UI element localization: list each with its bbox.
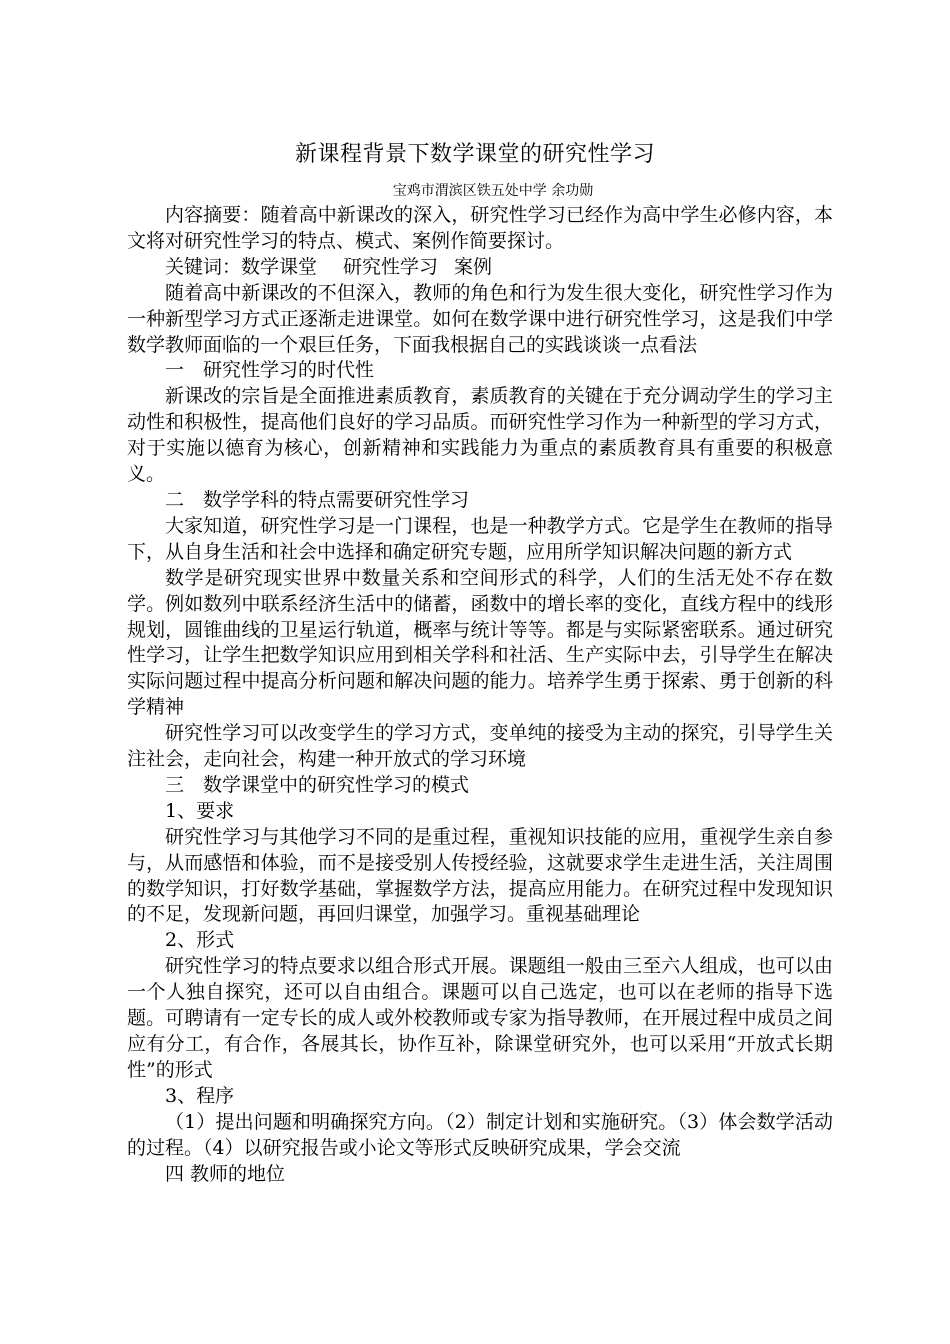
subsection-heading: 3、程序 [165, 1084, 235, 1107]
body-paragraph: 研究性学习与其他学习不同的是重过程，重视知识技能的应用，重视学生亲自参与，从而感悟和体验，而不是接受别人传授经验，这就要求学生走进生活，关注周围的数学知识，打好数学基础，掌握数学方法，提高应用能力。在研究过程中发现知识的不足，发现新问题，再回归课堂，加强学习。重视基础理论 [127, 825, 833, 926]
author-line: 宝鸡市渭滨区铁五处中学 余功勋 [392, 183, 594, 199]
keyword-item: 数学课堂 [241, 255, 318, 278]
body-paragraph: （1）提出问题和明确探究方向。（2）制定计划和实施研究。（3）体会数学活动的过程。（4）以研究报告或小论文等形式反映研究成果，学会交流 [127, 1110, 833, 1159]
section-heading: 四 教师的地位 [165, 1162, 286, 1185]
body-paragraph: 新课改的宗旨是全面推进素质教育，素质教育的关键在于充分调动学生的学习主动性和积极性，提高他们良好的学习品质。而研究性学习作为一种新型的学习方式，对于实施以德育为核心，创新精神和实践能力为重点的素质教育具有重要的积极意义。 [127, 385, 833, 486]
document-title: 新课程背景下数学课堂的研究性学习 [294, 142, 655, 167]
subsection-heading: 1、要求 [165, 799, 235, 822]
body-paragraph: 数学是研究现实世界中数量关系和空间形式的科学，人们的生活无处不存在数学。例如数列中联系经济生活中的储蓄，函数中的增长率的变化，直线方程中的线形规划，圆锥曲线的卫星运行轨道，概率与统计等等。都是与实际紧密联系。通过研究性学习，让学生把数学知识应用到相关学科和社活、生产实际中去，引导学生在解决实际问题过程中提高分析问题和解决问题的能力。培养学生勇于探索、勇于创新的科学精神 [127, 566, 833, 719]
body-paragraph: 研究性学习可以改变学生的学习方式，变单纯的接受为主动的探究，引导学生关注社会，走向社会，构建一种开放式的学习环境 [127, 722, 833, 771]
section-heading: 一 研究性学习的时代性 [165, 359, 375, 382]
body-paragraph: 大家知道，研究性学习是一门课程，也是一种教学方式。它是学生在教师的指导下，从自身生活和社会中选择和确定研究专题，应用所学知识解决问题的新方式 [127, 514, 833, 563]
keyword-item: 案例 [454, 255, 493, 278]
document-body [127, 203, 833, 1187]
section-heading: 二 数学学科的特点需要研究性学习 [165, 488, 470, 511]
keywords-line [127, 255, 833, 281]
body-paragraph: 研究性学习的特点要求以组合形式开展。课题组一般由三至六人组成，也可以由一个人独自探究，还可以自由组合。课题可以自己选定，也可以在老师的指导下选题。可聘请有一定专长的成人或外校教师或专家为指导教师，在开展过程中成员之间应有分工，有合作，各展其长，协作互补，除课堂研究外，也可以采用“开放式长期性”的形式 [127, 955, 833, 1081]
keywords-label: 关键词： [165, 255, 242, 278]
body-paragraph: 随着高中新课改的不但深入，教师的角色和行为发生很大变化，研究性学习作为一种新型学习方式正逐渐走进课堂。如何在数学课中进行研究性学习，这是我们中学数学教师面临的一个艰巨任务，下面我根据自己的实践谈谈一点看法 [127, 281, 833, 356]
abstract-paragraph: 内容摘要：随着高中新课改的深入，研究性学习已经作为高中学生必修内容，本文将对研究性学习的特点、模式、案例作简要探讨。 [127, 204, 833, 252]
subsection-heading: 2、形式 [165, 929, 235, 952]
section-heading: 三 数学课堂中的研究性学习的模式 [165, 773, 470, 796]
keyword-item: 研究性学习 [343, 255, 439, 278]
